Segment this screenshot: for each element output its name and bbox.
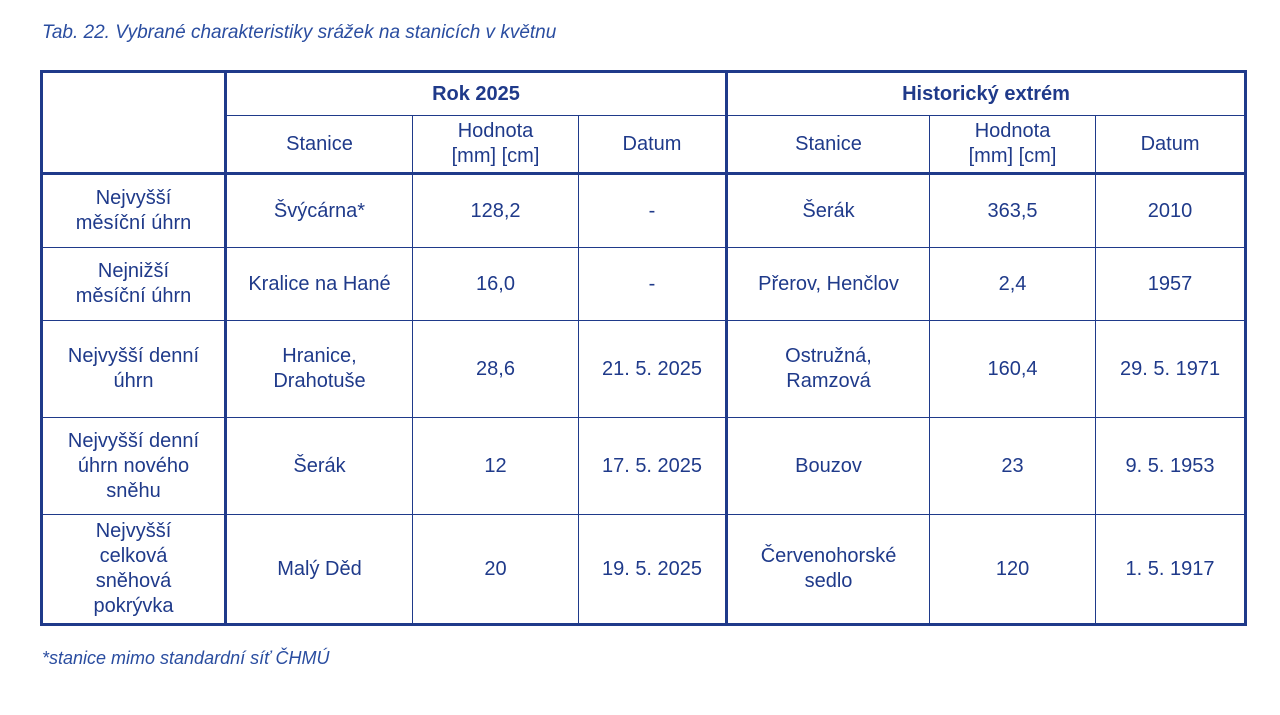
row-label-cell bbox=[42, 321, 226, 418]
row-label-line: Nejnižší bbox=[97, 260, 170, 282]
table-row bbox=[42, 321, 1246, 418]
year-station-line: Drahotuše bbox=[273, 370, 366, 392]
historic-station-line: Červenohorské bbox=[760, 545, 897, 567]
historic-value-cell: 160,4 bbox=[930, 321, 1096, 418]
historic-station-cell bbox=[727, 515, 930, 625]
col-header-value-line2: [mm] [cm] bbox=[968, 145, 1057, 167]
historic-station-line: Šerák bbox=[802, 199, 855, 222]
historic-value-cell: 2,4 bbox=[930, 248, 1096, 321]
row-label-line: celková bbox=[99, 545, 168, 567]
historic-station-line: Ramzová bbox=[786, 370, 871, 392]
year-station-cell bbox=[226, 418, 413, 515]
year-station-line: Švýcárna* bbox=[273, 199, 366, 222]
row-label-cell bbox=[42, 174, 226, 248]
historic-date-cell: 29. 5. 1971 bbox=[1096, 321, 1246, 418]
corner-cell bbox=[42, 72, 226, 174]
year-date-cell: 21. 5. 2025 bbox=[579, 321, 727, 418]
year-value-cell: 128,2 bbox=[413, 174, 579, 248]
row-label-cell bbox=[42, 515, 226, 625]
historic-station-line: sedlo bbox=[804, 570, 853, 592]
row-label-line: Nejvyšší denní bbox=[67, 429, 200, 452]
row-label-line: sněhová bbox=[95, 570, 172, 592]
historic-station-cell bbox=[727, 321, 930, 418]
historic-station-line: Přerov, Henčlov bbox=[758, 272, 899, 295]
historic-date-cell: 1. 5. 1917 bbox=[1096, 515, 1246, 625]
year-station-cell bbox=[226, 321, 413, 418]
historic-value-cell: 23 bbox=[930, 418, 1096, 515]
historic-value-cell: 363,5 bbox=[930, 174, 1096, 248]
col-header-value bbox=[930, 116, 1096, 174]
row-label-line: měsíční úhrn bbox=[75, 285, 192, 307]
historic-date-cell: 9. 5. 1953 bbox=[1096, 418, 1246, 515]
year-station-line: Šerák bbox=[293, 454, 346, 477]
year-date-cell: - bbox=[579, 174, 727, 248]
year-station-cell bbox=[226, 515, 413, 625]
table-caption: Tab. 22. Vybrané charakteristiky srážek na stanicích v květnu bbox=[42, 22, 557, 43]
row-label-cell bbox=[42, 248, 226, 321]
historic-station-line: Bouzov bbox=[795, 454, 862, 477]
col-header-station: Stanice bbox=[727, 116, 930, 174]
year-date-cell: - bbox=[579, 248, 727, 321]
col-header-value-line2: [mm] [cm] bbox=[451, 145, 540, 167]
group-header-year: Rok 2025 bbox=[226, 72, 727, 116]
row-label-cell bbox=[42, 418, 226, 515]
col-header-station: Stanice bbox=[226, 116, 413, 174]
historic-station-cell bbox=[727, 418, 930, 515]
row-label-line: sněhu bbox=[106, 479, 161, 502]
table-body bbox=[42, 174, 1246, 625]
table-row bbox=[42, 418, 1246, 515]
col-header-value-line1: Hodnota bbox=[457, 120, 534, 142]
year-value-cell: 12 bbox=[413, 418, 579, 515]
year-station-cell bbox=[226, 248, 413, 321]
row-label-line: Nejvyšší bbox=[95, 520, 172, 542]
year-station-line: Kralice na Hané bbox=[248, 272, 391, 295]
table-row bbox=[42, 515, 1246, 625]
historic-station-cell bbox=[727, 174, 930, 248]
year-value-cell: 16,0 bbox=[413, 248, 579, 321]
row-label-line: měsíční úhrn bbox=[75, 212, 192, 234]
group-header-historic: Historický extrém bbox=[727, 72, 1246, 116]
row-label-line: úhrn nového bbox=[77, 454, 190, 477]
year-date-cell: 19. 5. 2025 bbox=[579, 515, 727, 625]
col-header-date: Datum bbox=[579, 116, 727, 174]
row-label-line: Nejvyšší denní bbox=[67, 345, 200, 367]
year-value-cell: 28,6 bbox=[413, 321, 579, 418]
historic-date-cell: 1957 bbox=[1096, 248, 1246, 321]
table-row bbox=[42, 248, 1246, 321]
year-station-line: Hranice, bbox=[282, 345, 357, 367]
historic-date-cell: 2010 bbox=[1096, 174, 1246, 248]
year-date-cell: 17. 5. 2025 bbox=[579, 418, 727, 515]
year-value-cell: 20 bbox=[413, 515, 579, 625]
table-row bbox=[42, 174, 1246, 248]
row-label-line: pokrývka bbox=[93, 595, 174, 617]
year-station-cell bbox=[226, 174, 413, 248]
year-station-line: Malý Děd bbox=[277, 557, 362, 580]
row-label-line: Nejvyšší bbox=[95, 187, 172, 209]
precipitation-table bbox=[40, 70, 1247, 626]
col-header-value-line1: Hodnota bbox=[974, 120, 1051, 142]
col-header-date: Datum bbox=[1096, 116, 1246, 174]
footnote: *stanice mimo standardní síť ČHMÚ bbox=[42, 648, 330, 668]
historic-station-cell bbox=[727, 248, 930, 321]
historic-station-line: Ostružná, bbox=[785, 345, 872, 367]
historic-value-cell: 120 bbox=[930, 515, 1096, 625]
row-label-line: úhrn bbox=[113, 370, 154, 392]
col-header-value bbox=[413, 116, 579, 174]
